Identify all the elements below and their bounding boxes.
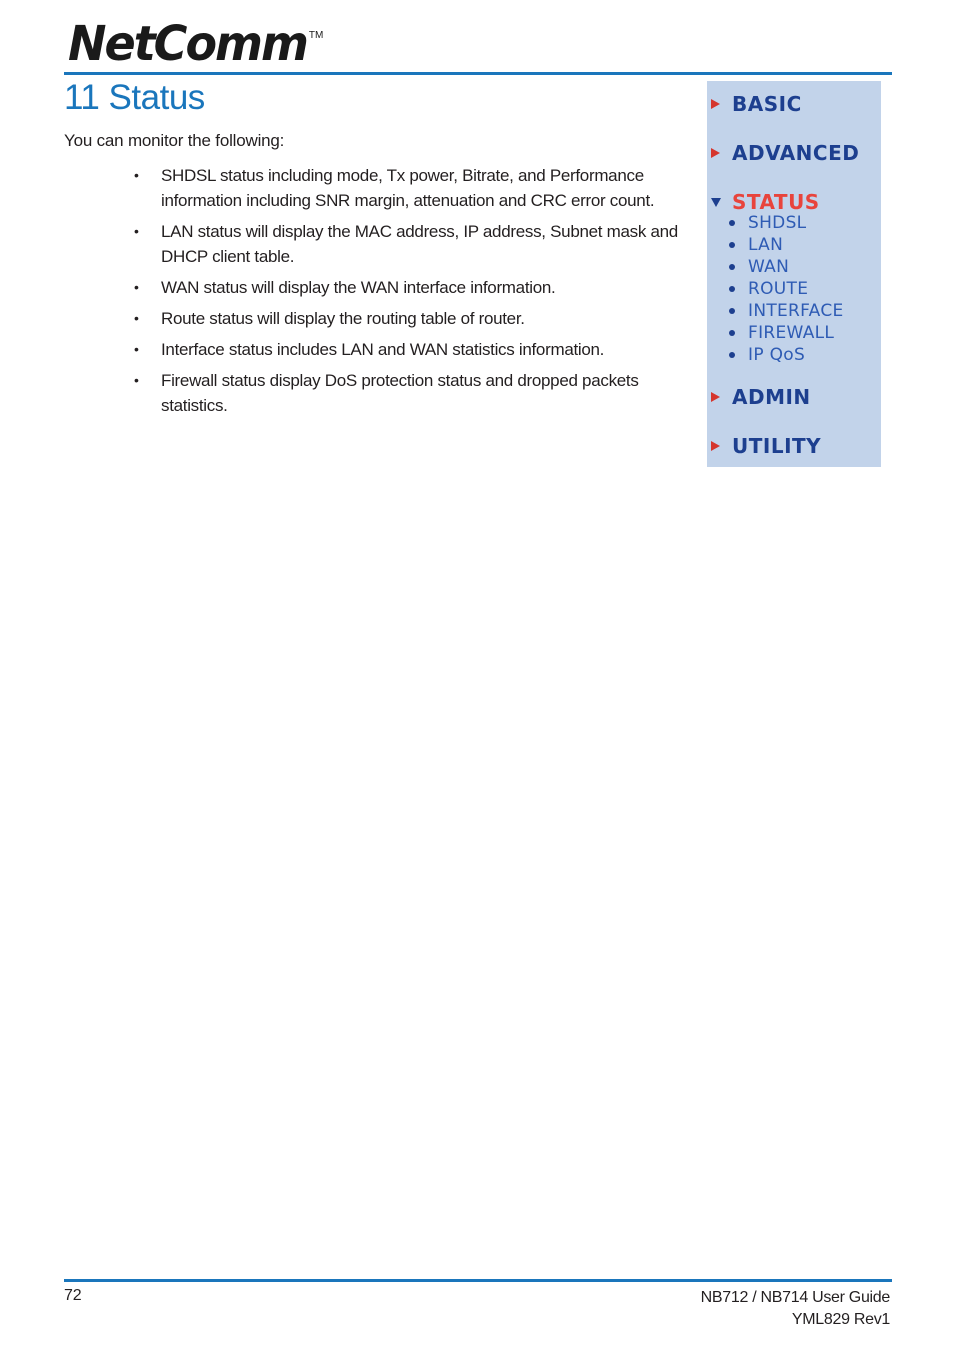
list-item-text: SHDSL status including mode, Tx power, Bitrate, and Performance information including SNR margin, attenuation and CRC error count. xyxy=(161,166,655,210)
list-item xyxy=(134,163,694,213)
submenu-item-firewall[interactable] xyxy=(729,323,834,343)
submenu-item-wan[interactable] xyxy=(729,257,789,277)
submenu-item-lan[interactable] xyxy=(729,235,783,255)
bullet-icon: • xyxy=(134,310,139,326)
arrow-right-icon xyxy=(711,441,720,451)
list-item xyxy=(134,219,694,269)
logo-trademark: TM xyxy=(308,30,324,41)
menu-item-basic[interactable] xyxy=(711,92,802,116)
bullet-icon xyxy=(729,286,735,292)
list-item-text: Route status will display the routing table of router. xyxy=(161,309,525,328)
menu-item-label: ADVANCED xyxy=(732,141,860,165)
bullet-icon: • xyxy=(134,223,139,239)
bullet-icon: • xyxy=(134,279,139,295)
submenu-item-label: FIREWALL xyxy=(748,323,835,343)
footer-doc-info xyxy=(701,1287,890,1331)
header-divider xyxy=(64,72,892,75)
page-title: 11 Status xyxy=(64,78,205,117)
menu-item-label: STATUS xyxy=(732,190,820,214)
menu-item-status[interactable] xyxy=(711,190,820,214)
list-item-text: LAN status will display the MAC address, IP address, Subnet mask and DHCP client table. xyxy=(161,222,678,266)
bullet-icon xyxy=(729,264,735,270)
page-number: 72 xyxy=(64,1287,82,1304)
router-menu-screenshot xyxy=(707,81,881,467)
submenu-item-label: INTERFACE xyxy=(748,301,844,321)
intro-text: You can monitor the following: xyxy=(64,131,285,150)
menu-item-label: BASIC xyxy=(732,92,802,116)
menu-item-advanced[interactable] xyxy=(711,141,859,165)
arrow-right-icon xyxy=(711,392,720,402)
bullet-icon xyxy=(729,352,735,358)
submenu-item-label: ROUTE xyxy=(748,279,809,299)
doc-code: YML829 Rev1 xyxy=(791,1311,890,1328)
feature-list xyxy=(134,163,694,424)
menu-item-admin[interactable] xyxy=(711,385,811,409)
submenu-item-ip-qos[interactable] xyxy=(729,345,805,365)
submenu-item-label: IP QoS xyxy=(748,345,806,365)
bullet-icon: • xyxy=(134,372,139,388)
arrow-right-icon xyxy=(711,99,720,109)
arrow-right-icon xyxy=(711,148,720,158)
bullet-icon xyxy=(729,308,735,314)
list-item xyxy=(134,306,694,331)
guide-title: NB712 / NB714 User Guide xyxy=(700,1289,890,1306)
list-item-text: Interface status includes LAN and WAN statistics information. xyxy=(161,340,605,359)
menu-item-utility[interactable] xyxy=(711,434,821,458)
bullet-icon: • xyxy=(134,167,139,183)
bullet-icon: • xyxy=(134,341,139,357)
bullet-icon xyxy=(729,330,735,336)
logo-wordmark: NetComm xyxy=(68,14,307,72)
footer-divider xyxy=(64,1279,892,1282)
list-item xyxy=(134,337,694,362)
list-item-text: WAN status will display the WAN interface information. xyxy=(161,278,556,297)
submenu-item-label: WAN xyxy=(748,257,790,277)
submenu-item-route[interactable] xyxy=(729,279,808,299)
menu-item-label: UTILITY xyxy=(732,434,822,458)
bullet-icon xyxy=(729,220,735,226)
menu-item-label: ADMIN xyxy=(732,385,811,409)
bullet-icon xyxy=(729,242,735,248)
arrow-down-icon xyxy=(711,198,721,207)
submenu-item-label: SHDSL xyxy=(748,213,807,233)
submenu-item-shdsl[interactable] xyxy=(729,213,806,233)
submenu-item-label: LAN xyxy=(748,235,784,255)
list-item xyxy=(134,275,694,300)
submenu-item-interface[interactable] xyxy=(729,301,844,321)
list-item-text: Firewall status display DoS protection status and dropped packets statistics. xyxy=(161,371,639,415)
netcomm-logo xyxy=(68,14,324,72)
list-item xyxy=(134,368,694,418)
